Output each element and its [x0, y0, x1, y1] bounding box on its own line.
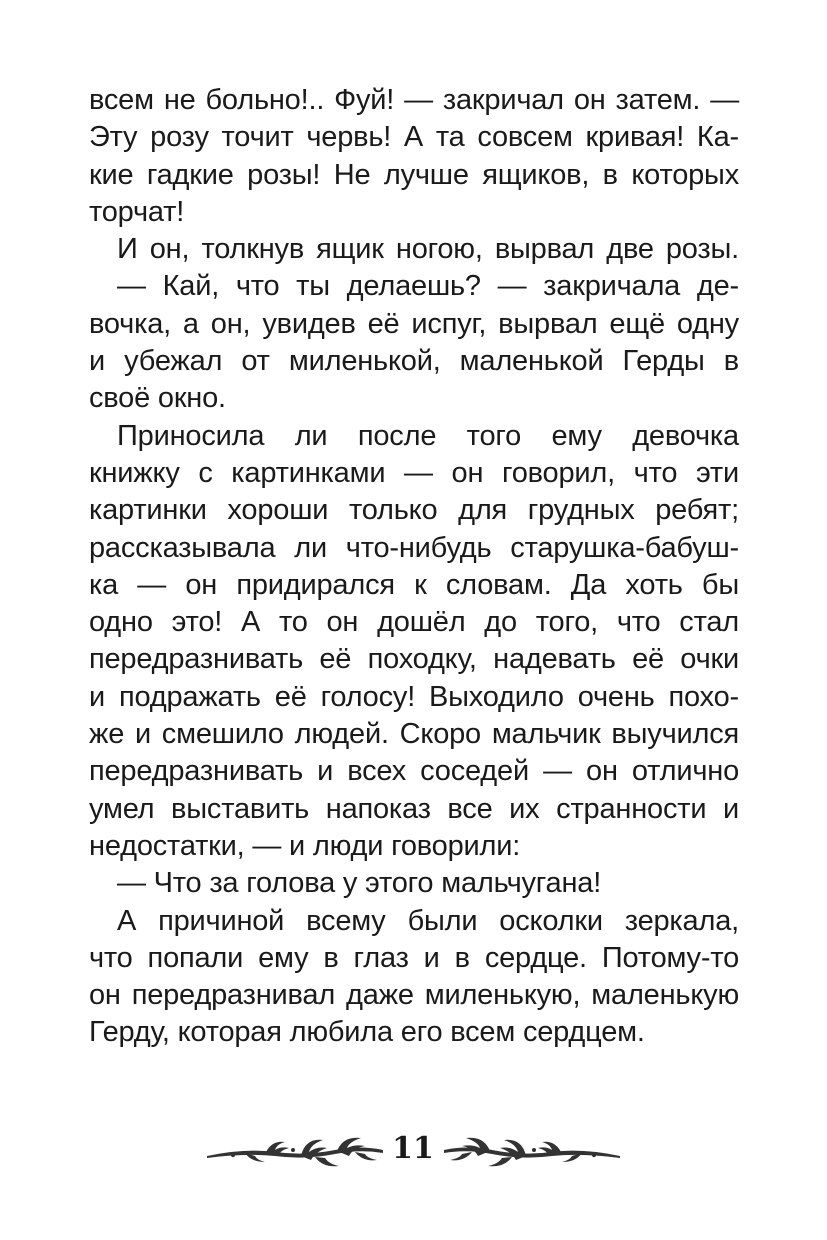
- text-line: вочка, а он, увидев её испуг, вырвал ещё одну: [89, 307, 739, 340]
- text-line: кие гадкие розы! Не лучше ящиков, в которых: [89, 158, 739, 191]
- text-line: он передразнивал даже миленькую, маленькую: [89, 979, 739, 1012]
- text-line: же и смешило людей. Скоро мальчик выучился: [89, 718, 739, 751]
- text-line: — Что за голова у этого мальчугана!: [117, 867, 602, 900]
- page-number: 11: [392, 1131, 434, 1166]
- text-line: Эту розу точит червь! А та совсем кривая! Ка-: [89, 121, 739, 154]
- body-text: [89, 82, 739, 1052]
- text-line: торчат!: [89, 195, 185, 228]
- text-line: всем не больно!.. Фуй! — закричал он затем. —: [89, 84, 739, 116]
- left-flourish-ornament-icon: [205, 1126, 385, 1172]
- text-line: — Кай, что ты делаешь? — закричала де-: [117, 270, 739, 303]
- text-line: своё окно.: [89, 382, 226, 415]
- page-footer: [0, 1118, 827, 1178]
- text-line: передразнивать её походку, надевать её очки: [89, 643, 739, 676]
- text-line: и убежал от миленькой, маленькой Герды в: [89, 345, 739, 378]
- text-line: картинки хороши только для грудных ребят;: [89, 494, 739, 527]
- text-line: что попали ему в глаз и в сердце. Потому-то: [89, 941, 739, 974]
- text-line: книжку с картинками — он говорил, что эти: [89, 456, 739, 489]
- text-line: Герду, которая любила его всем сердцем.: [89, 1016, 645, 1049]
- text-line: одно это! А то он дошёл до того, что стал: [89, 606, 739, 639]
- text-line: А причиной всему были осколки зеркала,: [117, 904, 739, 937]
- text-line: передразнивать и всех соседей — он отлично: [89, 755, 739, 788]
- text-line: умел выставить напоказ все их странности и: [89, 792, 739, 825]
- text-line: рассказывала ли что-нибудь старушка-бабуш-: [89, 531, 739, 564]
- text-line: ка — он придирался к словам. Да хоть бы: [89, 568, 739, 601]
- text-line: и подражать её голосу! Выходило очень похо-: [89, 680, 739, 713]
- text-line: И он, толкнув ящик ногою, вырвал две розы.: [117, 233, 739, 266]
- text-line: недостатки, — и люди говорили:: [89, 829, 521, 862]
- text-line: Приносила ли после того ему девочка: [117, 419, 739, 452]
- right-flourish-ornament-icon: [442, 1126, 622, 1172]
